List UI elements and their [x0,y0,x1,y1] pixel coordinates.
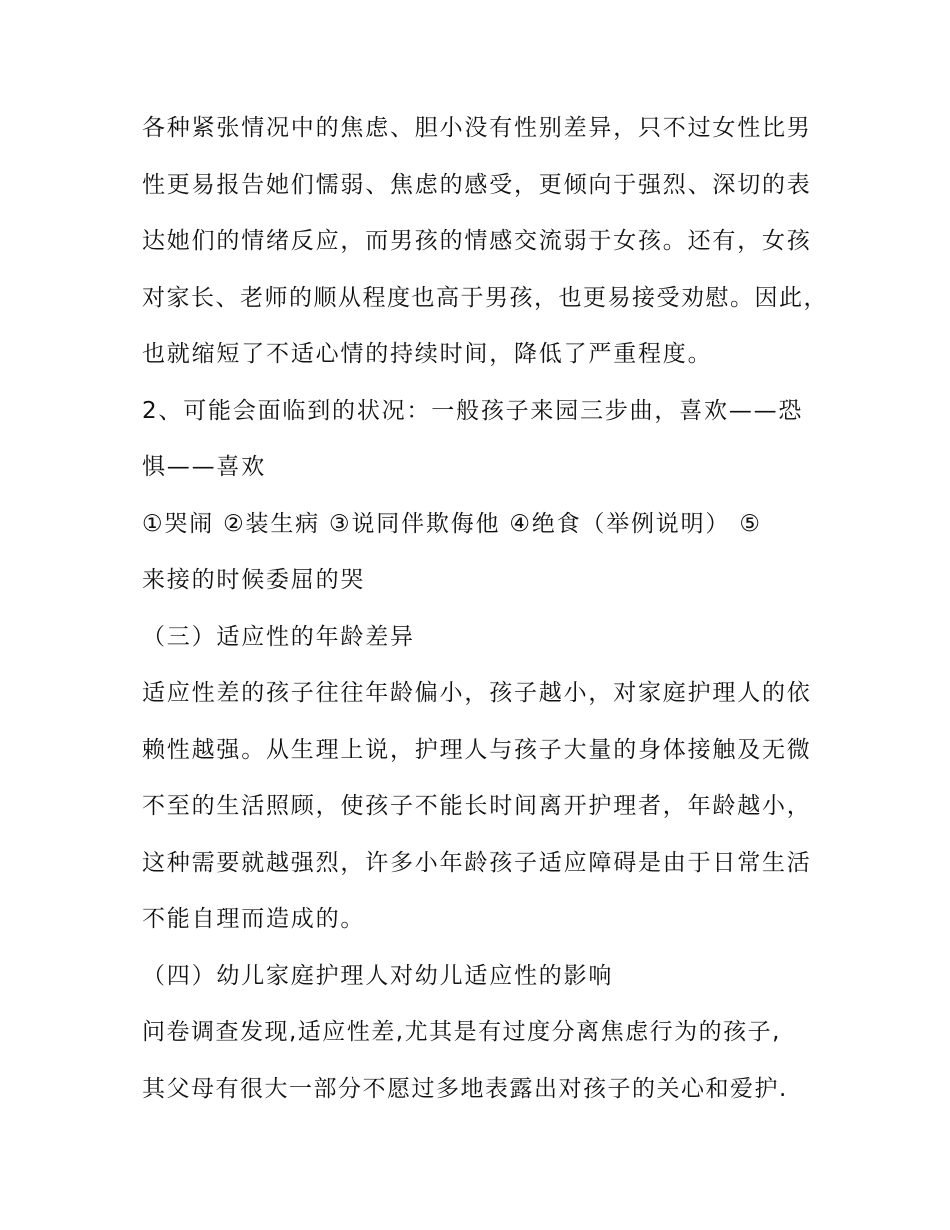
paragraph-line: 惧——喜欢 [142,454,266,480]
paragraph-line: 也就缩短了不适心情的持续时间，降低了严重程度。 [142,341,713,367]
section-heading: （三）适应性的年龄差异 [142,624,415,650]
enumerated-list-line: 来接的时候委屈的哭 [142,567,366,593]
paragraph-line: 赖性越强。从生理上说，护理人与孩子大量的身体接触及无微 [142,737,812,763]
paragraph-line: 其父母有很大一部分不愿过多地表露出对孩子的关心和爱护. [142,1076,788,1102]
paragraph-line: 各种紧张情况中的焦虑、胆小没有性别差异，只不过女性比男 [142,115,812,141]
enumerated-list-line: ①哭闹 ②装生病 ③说同伴欺侮他 ④绝食（举例说明） ⑤ [142,511,762,537]
paragraph-line: 这种需要就越强烈，许多小年龄孩子适应障碍是由于日常生活 [142,850,812,876]
paragraph-line: 适应性差的孩子往往年龄偏小，孩子越小，对家庭护理人的依 [142,680,812,706]
numbered-heading: 2、可能会面临到的状况：一般孩子来园三步曲，喜欢——恐 [142,398,804,424]
paragraph-line: 不能自理而造成的。 [142,906,366,932]
paragraph-line: 不至的生活照顾，使孩子不能长时间离开护理者，年龄越小， [142,793,812,819]
section-heading: （四）幼儿家庭护理人对幼儿适应性的影响 [142,963,614,989]
paragraph-line: 性更易报告她们懦弱、焦虑的感受，更倾向于强烈、深切的表 [142,172,812,198]
paragraph-line: 达她们的情绪反应，而男孩的情感交流弱于女孩。还有，女孩 [142,228,812,254]
paragraph-line: 对家长、老师的顺从程度也高于男孩，也更易接受劝慰。因此， [142,285,828,311]
paragraph-line: 问卷调查发现,适应性差,尤其是有过度分离焦虑行为的孩子, [142,1019,781,1045]
